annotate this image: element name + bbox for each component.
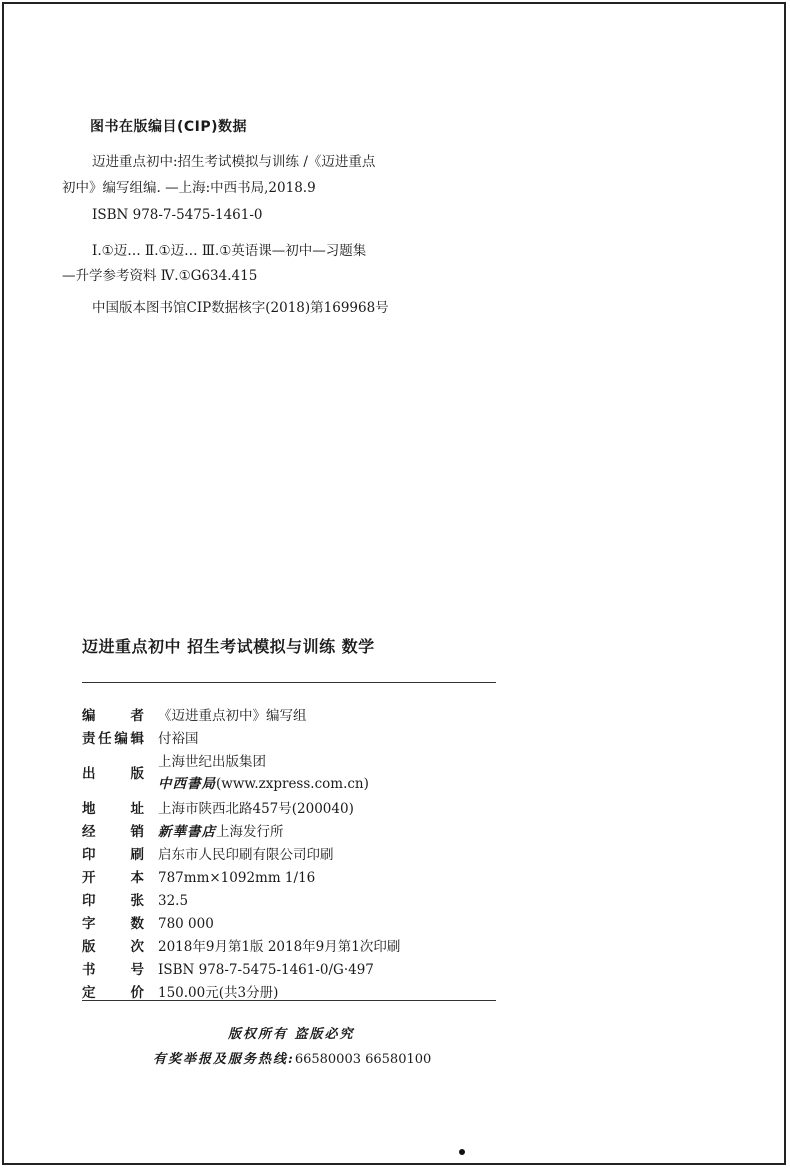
info-value	[158, 751, 369, 795]
hotline-label: 有奖举报及服务热线:	[153, 1052, 295, 1067]
cip-title-line-2: 初中》编写组编. —上海:中西书局,2018.9	[62, 180, 316, 196]
info-row-author	[82, 705, 502, 728]
info-label: 版 次	[82, 939, 144, 955]
info-label: 定 价	[82, 985, 144, 1001]
info-label: 印 刷	[82, 847, 144, 863]
cip-number: 中国版本图书馆CIP数据核字(2018)第169968号	[92, 300, 389, 316]
info-label: 印 张	[82, 893, 144, 909]
info-row-printer	[82, 844, 502, 867]
publisher-press	[158, 773, 369, 795]
copyright-text: 版权所有 盗版必究	[228, 1027, 355, 1042]
imprint-info	[82, 705, 502, 1005]
info-label: 责 任 编 辑	[82, 731, 144, 747]
info-label: 字 数	[82, 916, 144, 932]
info-value: 2018年9月第1版 2018年9月第1次印刷	[158, 939, 401, 955]
info-row-edition	[82, 936, 502, 959]
publisher-group: 上海世纪出版集团	[158, 754, 266, 770]
info-value: 150.00元(共3分册)	[158, 985, 279, 1001]
publisher-url: (www.zxpress.com.cn)	[216, 776, 369, 792]
info-label: 编 者	[82, 708, 144, 724]
ink-dot	[459, 1149, 465, 1155]
info-value: ISBN 978-7-5475-1461-0/G·497	[158, 962, 374, 978]
info-label: 地 址	[82, 801, 144, 817]
cip-isbn: ISBN 978-7-5475-1461-0	[92, 207, 263, 223]
info-value: 启东市人民印刷有限公司印刷	[158, 847, 334, 863]
info-row-format	[82, 867, 502, 890]
info-value: 付裕国	[158, 731, 199, 747]
bottom-divider	[82, 1000, 496, 1001]
info-value: 32.5	[158, 893, 189, 909]
info-value: 780 000	[158, 916, 214, 932]
info-label: 开 本	[82, 870, 144, 886]
info-row-address	[82, 798, 502, 821]
info-row-publisher	[82, 751, 502, 798]
cip-heading: 图书在版编目(CIP)数据	[90, 119, 248, 135]
publisher-logo-text: 中西書局	[158, 776, 216, 792]
top-divider	[82, 682, 496, 683]
hotline	[0, 1048, 790, 1067]
info-row-sheets	[82, 890, 502, 913]
info-value: 新華書店上海发行所	[158, 824, 284, 840]
info-label: 出 版	[82, 766, 144, 782]
book-title: 迈进重点初中 招生考试模拟与训练 数学	[82, 637, 375, 656]
info-row-distributor	[82, 821, 502, 844]
info-row-words	[82, 913, 502, 936]
info-row-editor	[82, 728, 502, 751]
cip-title-line-1: 迈进重点初中:招生考试模拟与训练 /《迈进重点	[92, 154, 376, 170]
info-value: 787mm×1092mm 1/16	[158, 870, 316, 886]
cip-classification-line-2: —升学参考资料 Ⅳ.①G634.415	[62, 268, 258, 284]
distributor-logo-text: 新華書店	[158, 824, 216, 840]
copyright-notice	[0, 1023, 790, 1042]
info-value: 上海市陕西北路457号(200040)	[158, 801, 354, 817]
info-row-book-number	[82, 959, 502, 982]
cip-classification-line-1: Ⅰ.①迈… Ⅱ.①迈… Ⅲ.①英语课—初中—习题集	[92, 243, 367, 259]
info-row-price	[82, 982, 502, 1005]
hotline-numbers: 66580003 66580100	[294, 1052, 432, 1067]
info-label: 经 销	[82, 824, 144, 840]
info-value: 《迈进重点初中》编写组	[158, 708, 307, 724]
info-label: 书 号	[82, 962, 144, 978]
